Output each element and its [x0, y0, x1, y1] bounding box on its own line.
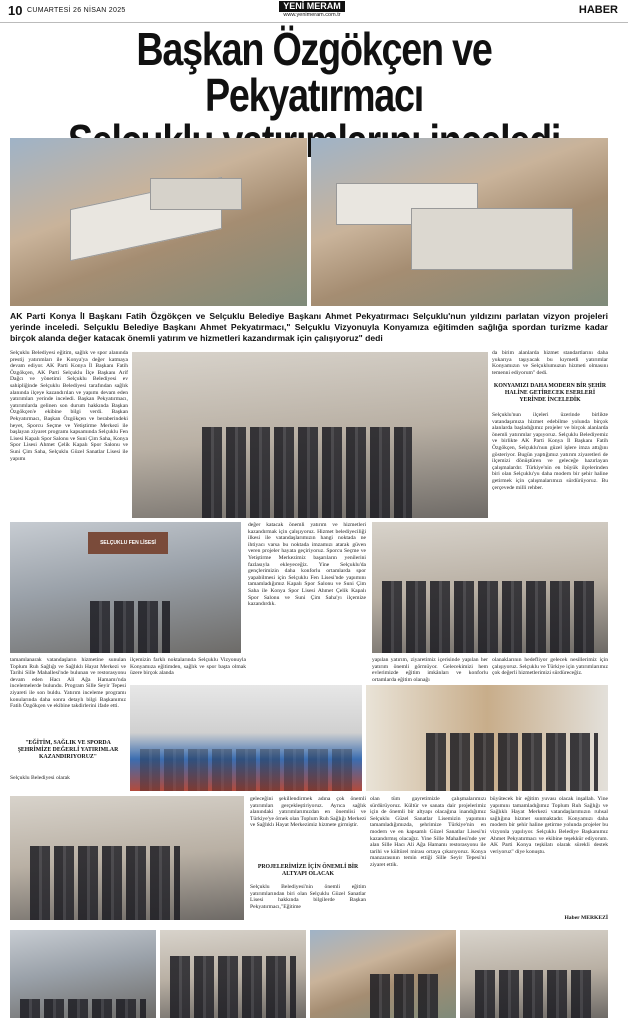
article-column-6: olan tüm gayretimizle çalışmalarımızı sürdürüyoruz. Kültür ve sanata dair projelerimiz için de önemli bir altyapı olacağına inandığımız Selçuklu Güzel Sanatlar Lisemizin yapımını tamamladığımızda, şehrimize Türkiye'nin en modern ve en kapsamlı Güzel Sanatlar Lisesi'ni kazandırmış olacağız. Yine Sille Mahallesi'nde yer alan Sille Hacı Ali Ağa Hamamı restorasyonu ile tarihi ve kültürel mirası ortaya çıkarıyoruz. Konya manzarasının temin ettiği Sille Seyir Tepesi'ni ziyaret ettik. — [370, 796, 486, 868]
students-group-photo — [130, 685, 362, 791]
lead-paragraph: AK Parti Konya İl Başkanı Fatih Özgökçen ve Selçuklu Belediye Başkanı Ahmet Pekyatırmacı Selçuklu'nun yıldızını parlatan vizyon projeleri yerinde inceledi. Selçuklu Belediye Başkanı Ahmet Pekyatırmacı," Selçuklu Vizyonuyla Konyamıza eğitimden sağlığa spordan turizme kadar birçok alanda değer katacak önemli yatırım ve hizmetleri kazandırmak için çalışıyoruz" dedi — [10, 311, 608, 343]
corridor-walk-photo — [10, 796, 244, 920]
news-credit: Haber MERKEZİ — [564, 915, 608, 921]
newspaper-logo: YENİ MERAM — [279, 1, 345, 12]
article-column-3-mid: ilçemizin farklı noktalarında Selçuklu Vizyonuyla Konyamıza eğitimden, sağlık ve spor başta olmak üzere birçok alanda — [130, 657, 246, 677]
officials-handshake-photo — [160, 930, 306, 1018]
article-column-5b: Selçuklu Belediyesi'nin önemli eğitim yatırımlarından biri olan Selçuklu Güzel Sanatlar Lisesi hakkında bilgilerde Başkan Pekyatırmacı,"Eğitime — [250, 884, 366, 910]
article-column-5: geleceğini şekillendirmek adına çok önemli yatırımları gerçekleştiriyoruz. Ayrıca sağlık alanındaki yatırımlarımızdan en önemlisi ve Türkiye'ye örnek olan Toplum Ruh Sağlığı Merkezi ve Sağlıklı Hayat Merkezimiz hizmete girmiştir. — [250, 796, 366, 829]
building-exterior-photo — [10, 930, 156, 1018]
construction-site-photo-left — [10, 138, 307, 306]
headline-line-1: Başkan Özgökçen ve Pekyatırmacı — [136, 23, 492, 121]
subheading-infrastructure: PROJELERİMİZE İÇİN ÖNEMLİ BİR ALTYAPI OLACAK — [257, 864, 359, 877]
article-column-1: Selçuklu Belediyesi eğitim, sağlık ve spor alanında prestij yatırımları ile Konya'ya değer katmaya devam ediyor. AK Parti Konya İl Başkanı Fatih Özgökçen, AK Parti Selçuklu İlçe Başkanı Arif Dağcı ve yönetimi Selçuklu Belediyesi ev sahipliğinde Selçuklu Belediyesi tarafından sağlık alanında ilçeye kazandırılan ve yapımı devam eden yatırımları yerinde inceledi. Başkan Pekyatırmacı, yatırımlarda gelinen son durum hakkında Başkan Özgökçen'e ekibine bilgi verdi. Başkan Pekyatırmacı, Başkan Özgökçen ve beraberindeki heyet, Sporcu Seçme ve Yetiştirme Merkezi ile başlayan ziyaret programı kapsamında Selçuklu Fen Lisesi Kapalı Spor Salonu ve Suni Çim Saha, Konya Spor Lisesi Ahmet Çelik Kapalı Spor Salonu ve Suni Çim Saha, Selçuklu Güzel Sanatlar Lisesi ile yapımı — [10, 350, 128, 462]
school-sign: SELÇUKLU FEN LİSESİ — [88, 532, 168, 554]
article-column-7: büyütecek bir eğitim yuvası olacak inşallah. Yine yapımını tamamladığımız Toplum Ruh Sağlığı ve Sağlıklı Hayat Merkezi vatandaşlarımızın ruhsal sağlığına hizmet sunmaktadır. Konyamızı daha modern bir şehir haline getirme yolunda projeler bu vizyonla yapılıyor. Selçuklu Belediye Başkanımız Ahmet Pekyatırmacı ve ekibine teşekkür ediyorum. AK Parti Konya teşkilatı olarak sürekli destek veriyoruz" diye konuştu. — [490, 796, 608, 855]
article-column-3: tamamlanarak vatandaşların hizmetine sunulan Toplum Ruh Sağlığı ve Sağlıklı Hayat Merkezi ve Tarihi Sille Mahallesi'nde bulunan ve restorasyonu devam eden Hacı Ali Ağa Hamamı'nda incelemelerde bulundu. Program Sille Seyir Tepesi ziyareti ile son buldu. Yatırım inceleme programı konularında daha sonra detaylı bilgi Başkanımız Fatih Özgökçen ve ekibine takdirlerini ifade etti. — [10, 657, 126, 710]
library-visit-photo — [366, 685, 608, 791]
newspaper-url: www.yenimeram.com.tr — [283, 12, 341, 18]
article-column-right-2: Selçuklu'nun ilçeleri üzerinde birlikte vatandaşımıza hizmet edebilme yolunda birçok alanlarda başladığımız projeler ve birçok alanlarda önemli yatırımlar yapıyoruz. Selçuklu Belediyemiz ve birlikte AK Parti Konya İl Başkanı Fatih Özgökçen, Selçuklu'nun güzel işlere imza attığını gösteriyor. Bugün yaptığımız yatırım ziyaretleri de ilçemizi dönüştüren ve geleceğe hazırlayan çalışmalardır. Türkiye'nin en büyük ilçelerinden biri olan Selçuklu'yu daha modern bir şehir haline getirmek için çalışmalarımızı sürdürüyoruz. Bu çerçevede milli rehber. — [492, 412, 608, 491]
article-column-3b: Selçuklu Belediyesi olarak — [10, 775, 70, 781]
article-column-4b: olanaklarının hedefliyor gelecek nesillerimiz için çalışıyoruz. Selçuklu ve Türkiye için yatırımlarımız çok değerli hizmetlerimizi sürdüreceğiz. — [492, 657, 608, 677]
officials-indoor-photo — [460, 930, 608, 1018]
page-number: 10 — [8, 3, 23, 18]
page-date: CUMARTESİ 26 NİSAN 2025 — [27, 7, 126, 14]
school-building-photo — [10, 522, 241, 653]
construction-site-photo-right — [311, 138, 608, 306]
article-column-right-1: da birim alanlarda hizmet standartlarını daha yukarıya taşıyacak bu kıymetli yatırımlar Konyamızın ve Selçuklumuzun hizmeti olmasını temenni ediyorum" dedi. — [492, 350, 608, 376]
officials-group-photo — [372, 522, 608, 653]
article-column-4a: yapılan yatırım, ziyaretimiz içerisinde yapılan her yatırım önemli görmüyor. Gelecekimizi hem evlerimizde eğitim imkânları ve konforlu ortamlarda eğitim olanağı — [372, 657, 488, 683]
officials-walking-photo — [132, 352, 488, 518]
subheading-modern-city: KONYAMIZI DAHA MODERN BİR ŞEHİR HALİNE GETİRECEK ESERLERİ YERİNDE İNCELEDİK — [493, 383, 607, 403]
subheading-investments-quote: "EĞİTİM, SAĞLIK VE SPORDA ŞEHRİMİZE DEĞERLİ YATIRIMLAR KAZANDIRIYORUZ" — [17, 740, 119, 760]
section-label: HABER — [578, 4, 618, 16]
article-column-2: değer katacak önemli yatırım ve hizmetleri kazandırmak için çalışıyoruz. Hizmet belediyeciliği ilkesi ile vatandaşlarımızın hangi noktada ne ihtiyacı varsa bu noktada imzamızı atarak güven veren projeler hayata geçiriyoruz. Sporcu Seçme ve Yetiştirme Merkezimiz başarıların yenilerini fazlasıyla ekleyeceğiz. Yine Selçuklu'da gençlerimizin daha konforlu ortamlarda spor yapabilmesi için Selçuklu Fen Lisesi'nde yapımını tamamladığımız Kapalı Spor Salonu ve Suni Çim Saha ile Konya Spor Lisesi Ahmet Çelik Kapalı Spor Salonu ve Suni Çim Saha'yı ilçemize kazandırdık. — [248, 522, 366, 608]
outdoor-visit-photo — [310, 930, 456, 1018]
